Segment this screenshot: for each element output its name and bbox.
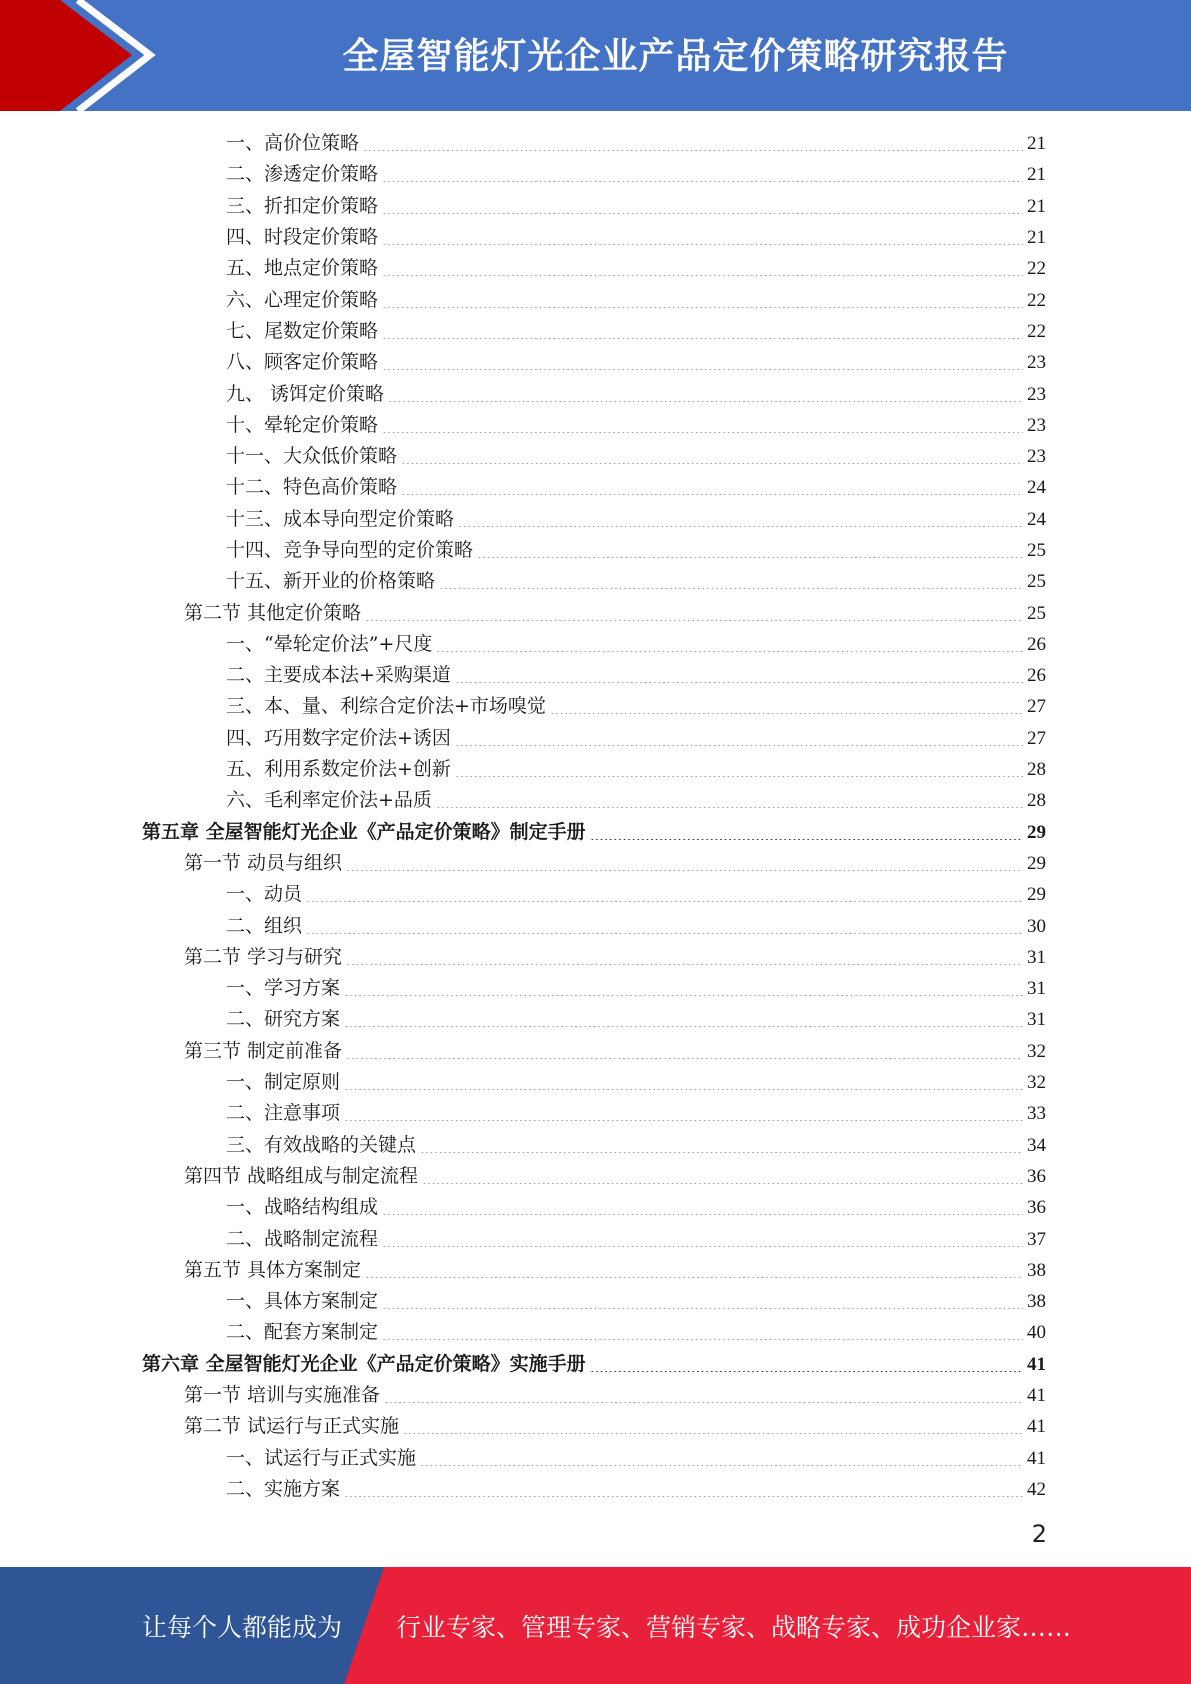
toc-entry[interactable] bbox=[0, 128, 1191, 159]
toc-entry-page: 41 bbox=[1027, 1447, 1046, 1469]
toc-entry-title: 二、战略制定流程 bbox=[226, 1227, 379, 1250]
toc-entry[interactable] bbox=[0, 1349, 1191, 1380]
toc-entry-page: 41 bbox=[1027, 1416, 1046, 1438]
toc-dot-leader bbox=[382, 181, 1023, 182]
toc-entry[interactable] bbox=[0, 316, 1191, 347]
toc-entry-page: 34 bbox=[1027, 1134, 1046, 1156]
toc-dot-leader bbox=[388, 401, 1023, 402]
toc-dot-leader bbox=[436, 807, 1023, 808]
toc-entry-page: 21 bbox=[1027, 164, 1046, 186]
toc-entry[interactable] bbox=[0, 566, 1191, 597]
toc-entry-page: 27 bbox=[1027, 696, 1046, 718]
toc-entry[interactable] bbox=[0, 629, 1191, 660]
toc-dot-leader bbox=[346, 1058, 1023, 1059]
toc-entry[interactable] bbox=[0, 410, 1191, 441]
toc-entry-page: 28 bbox=[1027, 759, 1046, 781]
toc-entry[interactable] bbox=[0, 1130, 1191, 1161]
toc-entry[interactable] bbox=[0, 347, 1191, 378]
toc-entry-page: 22 bbox=[1027, 258, 1046, 280]
toc-entry[interactable] bbox=[0, 1067, 1191, 1098]
toc-entry-title: 十一、大众低价策略 bbox=[226, 445, 398, 468]
toc-entry-title: 十四、竞争导向型的定价策略 bbox=[226, 539, 474, 561]
toc-dot-leader bbox=[382, 432, 1023, 433]
toc-dot-leader bbox=[346, 870, 1023, 871]
toc-entry[interactable] bbox=[0, 785, 1191, 816]
toc-dot-leader bbox=[363, 150, 1023, 151]
toc-dot-leader bbox=[455, 776, 1023, 777]
toc-entry-title: 二、渗透定价策略 bbox=[226, 163, 379, 186]
toc-entry[interactable] bbox=[0, 879, 1191, 910]
toc-dot-leader bbox=[382, 213, 1023, 214]
toc-entry-page: 41 bbox=[1027, 1385, 1046, 1407]
toc-entry-title: 一、学习方案 bbox=[226, 977, 341, 1000]
toc-entry-title: 二、研究方案 bbox=[226, 1008, 341, 1031]
footer-slogan-right: 行业专家、管理专家、营销专家、战略专家、成功企业家…… bbox=[396, 1612, 1072, 1642]
toc-entry-page: 30 bbox=[1027, 915, 1046, 937]
toc-entry[interactable] bbox=[0, 284, 1191, 315]
toc-entry-page: 40 bbox=[1027, 1322, 1046, 1344]
toc-dot-leader bbox=[306, 933, 1023, 934]
toc-entry-title: 第五节 具体方案制定 bbox=[184, 1258, 362, 1281]
toc-entry-title: 一、高价位策略 bbox=[226, 132, 360, 155]
toc-entry[interactable] bbox=[0, 1442, 1191, 1473]
toc-entry-title: 四、时段定价策略 bbox=[226, 226, 379, 249]
toc-entry-title: 一、试运行与正式实施 bbox=[226, 1446, 417, 1469]
toc-dot-leader bbox=[403, 1433, 1023, 1434]
toc-dot-leader bbox=[382, 1308, 1023, 1309]
toc-entry[interactable] bbox=[0, 910, 1191, 941]
toc-entry[interactable] bbox=[0, 1192, 1191, 1223]
toc-entry-title: 三、有效战略的关键点 bbox=[226, 1133, 417, 1156]
toc-dot-leader bbox=[344, 1089, 1023, 1090]
header-chevron-decoration bbox=[0, 0, 160, 111]
toc-entry-page: 24 bbox=[1027, 508, 1046, 530]
toc-entry[interactable] bbox=[0, 1411, 1191, 1442]
toc-entry[interactable] bbox=[0, 504, 1191, 535]
toc-entry-page: 21 bbox=[1027, 133, 1046, 155]
toc-entry-page: 38 bbox=[1027, 1259, 1046, 1281]
toc-entry-page: 25 bbox=[1027, 571, 1046, 593]
toc-dot-leader bbox=[590, 839, 1023, 840]
toc-dot-leader bbox=[344, 1120, 1023, 1121]
toc-entry-title: 三、本、量、利综合定价法+市场嗅觉 bbox=[226, 695, 546, 718]
toc-entry-title: 二、实施方案 bbox=[226, 1477, 341, 1500]
table-of-contents bbox=[0, 128, 1191, 1505]
toc-entry-title: 第一节 培训与实施准备 bbox=[184, 1384, 381, 1407]
toc-dot-leader bbox=[382, 275, 1023, 276]
page-footer bbox=[0, 1567, 1191, 1684]
toc-entry[interactable] bbox=[0, 191, 1191, 222]
footer-slogan-left: 让每个人都能成为 bbox=[142, 1612, 343, 1642]
toc-entry-title: 第二节 试运行与正式实施 bbox=[184, 1415, 400, 1438]
toc-entry-title: 第二节 其他定价策略 bbox=[184, 601, 362, 624]
toc-entry[interactable] bbox=[0, 253, 1191, 284]
toc-entry-page: 26 bbox=[1027, 633, 1046, 655]
toc-dot-leader bbox=[382, 1339, 1023, 1340]
toc-dot-leader bbox=[384, 1402, 1023, 1403]
toc-entry-page: 26 bbox=[1027, 665, 1046, 687]
toc-dot-leader bbox=[550, 713, 1023, 714]
toc-entry-page: 27 bbox=[1027, 727, 1046, 749]
toc-entry-page: 37 bbox=[1027, 1228, 1046, 1250]
toc-entry-title: 一、制定原则 bbox=[226, 1071, 341, 1094]
toc-dot-leader bbox=[455, 745, 1023, 746]
toc-dot-leader bbox=[455, 682, 1023, 683]
toc-entry-title: 三、折扣定价策略 bbox=[226, 194, 379, 217]
toc-entry-title: 一、“晕轮定价法”+尺度 bbox=[226, 632, 433, 655]
toc-entry-title: 二、配套方案制定 bbox=[226, 1321, 379, 1344]
toc-entry[interactable] bbox=[0, 159, 1191, 190]
toc-dot-leader bbox=[344, 1026, 1023, 1027]
toc-entry[interactable] bbox=[0, 597, 1191, 628]
toc-entry[interactable] bbox=[0, 942, 1191, 973]
toc-entry-title: 五、地点定价策略 bbox=[226, 257, 379, 280]
toc-dot-leader bbox=[365, 620, 1023, 621]
toc-entry-title: 五、利用系数定价法+创新 bbox=[226, 758, 451, 781]
toc-entry[interactable] bbox=[0, 1474, 1191, 1505]
toc-dot-leader bbox=[344, 995, 1023, 996]
toc-dot-leader bbox=[306, 901, 1023, 902]
toc-entry[interactable] bbox=[0, 472, 1191, 503]
toc-entry[interactable] bbox=[0, 691, 1191, 722]
toc-entry[interactable] bbox=[0, 848, 1191, 879]
toc-entry-title: 九、 诱饵定价策略 bbox=[226, 382, 385, 405]
toc-entry-page: 28 bbox=[1027, 790, 1046, 812]
toc-entry-page: 32 bbox=[1027, 1072, 1046, 1094]
toc-entry[interactable] bbox=[0, 1317, 1191, 1348]
toc-entry-title: 六、毛利率定价法+品质 bbox=[226, 789, 432, 812]
toc-entry-title: 七、尾数定价策略 bbox=[226, 319, 379, 342]
toc-entry-page: 23 bbox=[1027, 446, 1046, 468]
toc-entry[interactable] bbox=[0, 1004, 1191, 1035]
toc-dot-leader bbox=[401, 463, 1023, 464]
toc-entry-title: 第四节 战略组成与制定流程 bbox=[184, 1164, 419, 1187]
toc-dot-leader bbox=[382, 307, 1023, 308]
toc-entry[interactable] bbox=[0, 754, 1191, 785]
report-title: 全屋智能灯光企业产品定价策略研究报告 bbox=[342, 35, 1009, 77]
toc-entry[interactable] bbox=[0, 817, 1191, 848]
toc-entry-title: 第六章 全屋智能灯光企业《产品定价策略》实施手册 bbox=[142, 1352, 586, 1375]
toc-dot-leader bbox=[382, 338, 1023, 339]
toc-entry-page: 25 bbox=[1027, 540, 1046, 561]
toc-entry[interactable] bbox=[0, 973, 1191, 1004]
toc-entry-page: 33 bbox=[1027, 1103, 1046, 1125]
toc-entry-page: 24 bbox=[1027, 477, 1046, 499]
toc-entry-title: 第五章 全屋智能灯光企业《产品定价策略》制定手册 bbox=[142, 820, 586, 843]
toc-entry[interactable] bbox=[0, 1223, 1191, 1254]
toc-entry-page: 25 bbox=[1027, 602, 1046, 624]
toc-entry-page: 42 bbox=[1027, 1478, 1046, 1500]
toc-entry-page: 41 bbox=[1027, 1353, 1046, 1375]
toc-entry-page: 31 bbox=[1027, 946, 1046, 968]
toc-entry-page: 22 bbox=[1027, 320, 1046, 342]
toc-entry-page: 29 bbox=[1027, 821, 1046, 843]
toc-entry-page: 38 bbox=[1027, 1291, 1046, 1313]
toc-entry-page: 23 bbox=[1027, 414, 1046, 436]
toc-entry-page: 21 bbox=[1027, 195, 1046, 217]
toc-dot-leader bbox=[346, 964, 1023, 965]
toc-entry-title: 二、主要成本法+采购渠道 bbox=[226, 664, 451, 687]
toc-dot-leader bbox=[382, 1214, 1023, 1215]
toc-entry-page: 31 bbox=[1027, 1009, 1046, 1031]
toc-entry-page: 23 bbox=[1027, 352, 1046, 374]
toc-entry-title: 一、具体方案制定 bbox=[226, 1290, 379, 1313]
toc-dot-leader bbox=[422, 1183, 1023, 1184]
toc-entry-title: 一、动员 bbox=[226, 883, 303, 906]
toc-dot-leader bbox=[382, 1246, 1023, 1247]
toc-dot-leader bbox=[439, 588, 1023, 589]
toc-dot-leader bbox=[344, 1496, 1023, 1497]
toc-dot-leader bbox=[420, 1152, 1023, 1153]
toc-entry-title: 十三、成本导向型定价策略 bbox=[226, 507, 455, 530]
toc-entry-title: 第三节 制定前准备 bbox=[184, 1039, 343, 1062]
toc-entry-page: 29 bbox=[1027, 852, 1046, 874]
toc-entry-page: 31 bbox=[1027, 978, 1046, 1000]
toc-entry[interactable] bbox=[0, 1161, 1191, 1192]
toc-entry[interactable] bbox=[0, 723, 1191, 754]
toc-dot-leader bbox=[382, 369, 1023, 370]
toc-dot-leader bbox=[382, 244, 1023, 245]
toc-dot-leader bbox=[420, 1465, 1023, 1466]
toc-dot-leader bbox=[458, 526, 1023, 527]
toc-entry[interactable] bbox=[0, 378, 1191, 409]
toc-entry-page: 29 bbox=[1027, 884, 1046, 906]
toc-entry-title: 八、顾客定价策略 bbox=[226, 351, 379, 374]
toc-entry-title: 第二节 学习与研究 bbox=[184, 945, 343, 968]
toc-entry-title: 十二、特色高价策略 bbox=[226, 476, 398, 499]
toc-entry-page: 21 bbox=[1027, 227, 1046, 249]
toc-entry[interactable] bbox=[0, 535, 1191, 566]
toc-entry[interactable] bbox=[0, 660, 1191, 691]
toc-entry-title: 一、战略结构组成 bbox=[226, 1196, 379, 1219]
toc-entry-title: 第一节 动员与组织 bbox=[184, 851, 343, 874]
toc-dot-leader bbox=[401, 494, 1023, 495]
toc-entry-page: 36 bbox=[1027, 1197, 1046, 1219]
toc-entry-page: 32 bbox=[1027, 1040, 1046, 1062]
toc-entry-title: 四、巧用数字定价法+诱因 bbox=[226, 726, 451, 749]
toc-entry[interactable] bbox=[0, 1255, 1191, 1286]
toc-entry-title: 六、心理定价策略 bbox=[226, 288, 379, 311]
toc-dot-leader bbox=[365, 1277, 1023, 1278]
toc-entry-page: 36 bbox=[1027, 1165, 1046, 1187]
toc-entry-title: 十五、新开业的价格策略 bbox=[226, 570, 436, 593]
toc-dot-leader bbox=[590, 1371, 1023, 1372]
toc-entry[interactable] bbox=[0, 1098, 1191, 1129]
toc-entry[interactable] bbox=[0, 1036, 1191, 1067]
toc-entry-title: 二、注意事项 bbox=[226, 1102, 341, 1125]
toc-entry[interactable] bbox=[0, 441, 1191, 472]
toc-entry[interactable] bbox=[0, 222, 1191, 253]
toc-entry[interactable] bbox=[0, 1380, 1191, 1411]
toc-entry-title: 二、组织 bbox=[226, 914, 303, 937]
toc-entry-title: 十、晕轮定价策略 bbox=[226, 413, 379, 436]
toc-dot-leader bbox=[477, 557, 1023, 558]
page-number: 2 bbox=[1031, 1520, 1047, 1548]
toc-dot-leader bbox=[436, 651, 1023, 652]
toc-entry[interactable] bbox=[0, 1286, 1191, 1317]
toc-entry-page: 23 bbox=[1027, 383, 1046, 405]
toc-entry-page: 22 bbox=[1027, 289, 1046, 311]
page-header bbox=[0, 0, 1191, 111]
